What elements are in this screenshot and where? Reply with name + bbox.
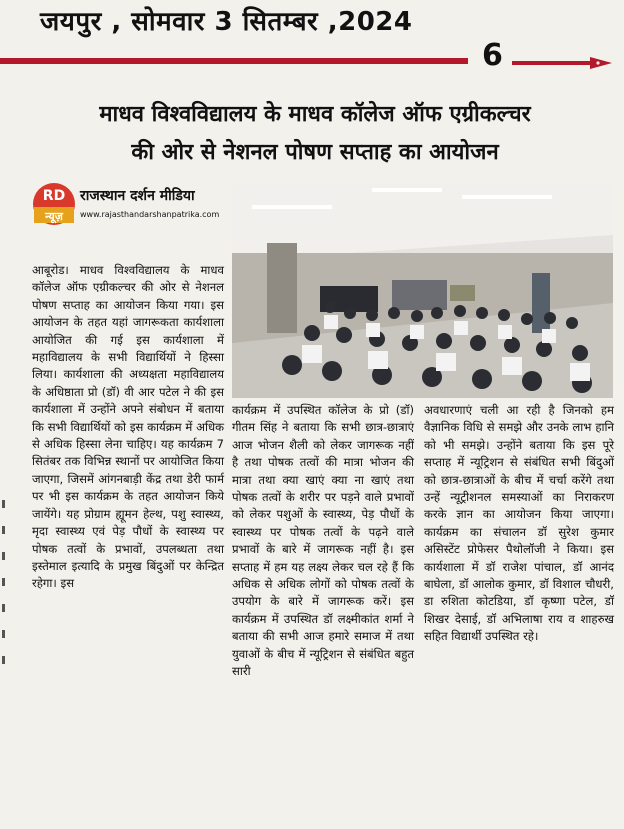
pen-nib-icon [512, 56, 612, 70]
article-column-3: अवधारणाएं चली आ रही है जिनको हम वैज्ञानिक विधि से समझे और उनके लाभ हानि को भी समझे। उन्होंने बताया कि इस पूरे सप्ताह में न्यूट्रिशन से संबंधित सभी बिंदुओं को छात्र-छात्राओं के बीच में चर्चा करेंगे तथा उन्हें न्यूट्रीशनल समस्याओं का निराकरण करके ज्ञान का आयोजन किया जाएगा। कार्यक्रम का संचालन डॉ सुरेश कुमार असिस्टेंट प्रोफेसर पैथोलॉजी ने किया। इस कार्यशाला में डॉ राजेश पांचाल, डॉ आनंद बाघेला, डॉ आलोक कुमार, डॉ विशाल चौधरी, डा रुशिता कोटडिया, डॉ कृष्णा पटेल, डॉ शिखर देसाई, डॉ अभिलाषा राय व शाहरुख सहित विद्यार्थी उपस्थित रहे। [424, 403, 614, 644]
rd-news-logo [32, 180, 76, 238]
headline-line-1: माधव विश्वविद्यालय के माधव कॉलेज ऑफ एग्रीकल्चर [99, 102, 531, 127]
article-column-1: आबूरोड। माधव विश्वविद्यालय के माधव कॉलेज ऑफ एग्रीकल्चर की ओर से नेशनल पोषण सप्ताह का आयोजन किया गया। इस आयोजन के तहत यहां जागरूकता कार्यशाला आयोजित की गई इस कार्यशाला में महाविद्यालय के सभी विद्यार्थियों ने हिस्सा लिया। कार्यशाला की अध्यक्षता महाविद्यालय के अधिष्ठाता प्रो (डॉ) वी आर पटेल ने की इस कार्यशाला में उन्होंने अपने संबोधन में बताया कि सभी विद्यार्थियों को इस कार्यक्रम में अधिक से अधिक हिस्सा लेना चाहिए। यह कार्यक्रम 7 सितंबर तक विभिन्न स्थानों पर आयोजित किया जाएगा, जिसमें आंगनबाड़ी केंद्र तथा डेरी फार्म पर भी इस कार्यक्रम के तहत आयोजन किये जायेंगे। यह प्रोग्राम ह्यूमन हेल्थ, पशु स्वास्थ्य, मृदा स्वास्थ्य एवं पेड़ पौधों के स्वास्थ्य पर पोषक तत्वों के प्रभावों, उपलब्धता तथा इस्तेमाल इत्यादि के प्रमुख बिंदुओं पर केन्द्रित रहेगा। इस [32, 263, 224, 591]
header-rule [0, 58, 468, 64]
logo-text-top: RD [42, 188, 66, 204]
page-number: 6 [482, 38, 503, 73]
source-name: राजस्थान दर्शन मीडिया [80, 188, 195, 204]
headline-line-2: की ओर से नेशनल पोषण सप्ताह का आयोजन [131, 140, 499, 165]
event-photo [232, 183, 613, 398]
article-column-2: कार्यक्रम में उपस्थित कॉलेज के प्रो (डॉ) गीतम सिंह ने बताया कि सभी छात्र-छात्राएं आज भोजन शैली को लेकर जागरूक नहीं है तथा पोषक तत्वों की मात्रा भोजन की मात्रा तथा क्या खाएं क्या ना खाएं तथा पोषक तत्वों के शरीर पर पड़ने वाले प्रभावों को लेकर पशुओं के स्वास्थ्य, पेड़ पौधों के स्वास्थ्य पर पोषक तत्वों के पढ़ने वाले प्रभावों के बारे में जागरूक नहीं है। इस सप्ताह में हम यह लक्ष्य लेकर चल रहे हैं कि अधिक से अधिक लोगों को पोषक तत्वों के उपयोग के बारे में जागरूक करें। इस कार्यक्रम में उपस्थित डॉ लक्ष्मीकांत शर्मा ने बताया की सभी आज हमारे समाज में तथा युवाओं के बीच में न्यूट्रिशन से संबंधित बहुत सारी [232, 403, 414, 679]
logo-text-bottom: न्यूज़ [45, 210, 63, 223]
adjacent-page-edge [0, 500, 12, 680]
dateline: जयपुर , सोमवार 3 सितम्बर ,2024 [40, 7, 413, 37]
source-website: www.rajasthandarshanpatrika.com [80, 210, 220, 219]
headline [20, 96, 610, 172]
